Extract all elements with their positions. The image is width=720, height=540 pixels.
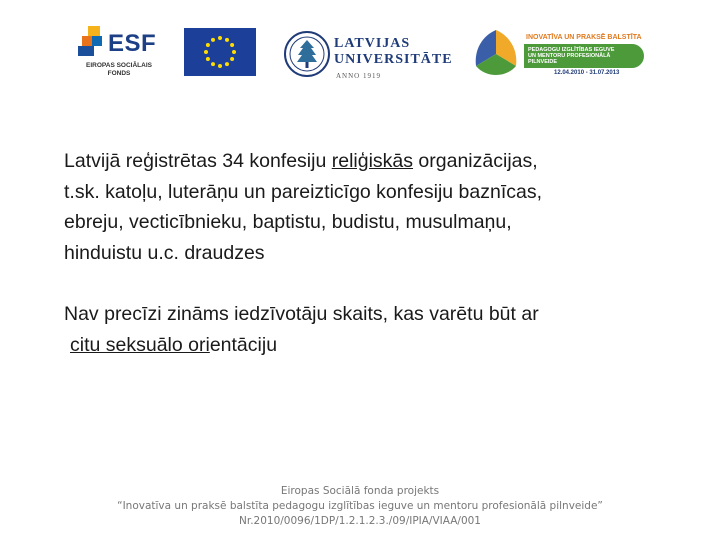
footer-line3: Nr.2010/0096/1DP/1.2.1.2.3./09/IPIA/VIAA/001 — [239, 515, 481, 527]
university-logo — [284, 26, 456, 86]
esf-subtitle: EIROPAS SOCIĀLAIS FONDS — [86, 62, 152, 77]
university-anno: ANNO 1919 — [336, 72, 381, 80]
esf-logo — [78, 26, 160, 82]
esf-mark-icon — [78, 26, 106, 56]
university-name-line2: UNIVERSITĀTE — [334, 52, 453, 67]
project-logo — [470, 24, 650, 84]
link-religiskas[interactable]: reliģiskās — [331, 150, 414, 172]
paragraph-confessions: Latvijā reģistrētas 34 konfesiju reliģiskās organizācijas, t.sk. katoļu, luterāņu un pareizticīgo konfesiju baznīcas, ebreju, vecticībnieku, baptistu, budistu, musulmaņu, hinduistu u.c. draudzes — [64, 150, 543, 265]
footer-line1: Eiropas Sociālā fonda projekts — [280, 485, 440, 497]
project-dates: 12.04.2010 - 31.07.2013 — [554, 70, 620, 76]
paragraph-orientation: Nav precīzi zināms iedzīvotāju skaits, kas varētu būt ar citu seksuālo orientāciju — [64, 302, 539, 356]
project-title: INOVATĪVA UN PRAKSĒ BALSTĪTA — [526, 34, 642, 41]
footer — [0, 484, 720, 529]
project-band: PEDAGOGU IZGLĪTĪBAS IEGUVE UN MENTORU PROFESIONĀLĀ PILNVEIDE — [524, 44, 644, 68]
project-leaf-icon — [470, 26, 522, 82]
university-seal-icon — [284, 26, 330, 82]
esf-wordmark: ESF — [108, 30, 157, 57]
main-text — [64, 146, 684, 360]
footer-line2: “Inovatīva un praksē balstīta pedagogu izglītības ieguve un mentoru profesionālā pilnveide” — [117, 500, 603, 512]
university-name-line1: LATVIJAS — [334, 36, 411, 51]
link-seksualo-orientaciju[interactable]: citu seksuālo ori — [70, 333, 210, 356]
eu-flag-icon — [184, 28, 256, 76]
logo-bar — [0, 18, 720, 88]
